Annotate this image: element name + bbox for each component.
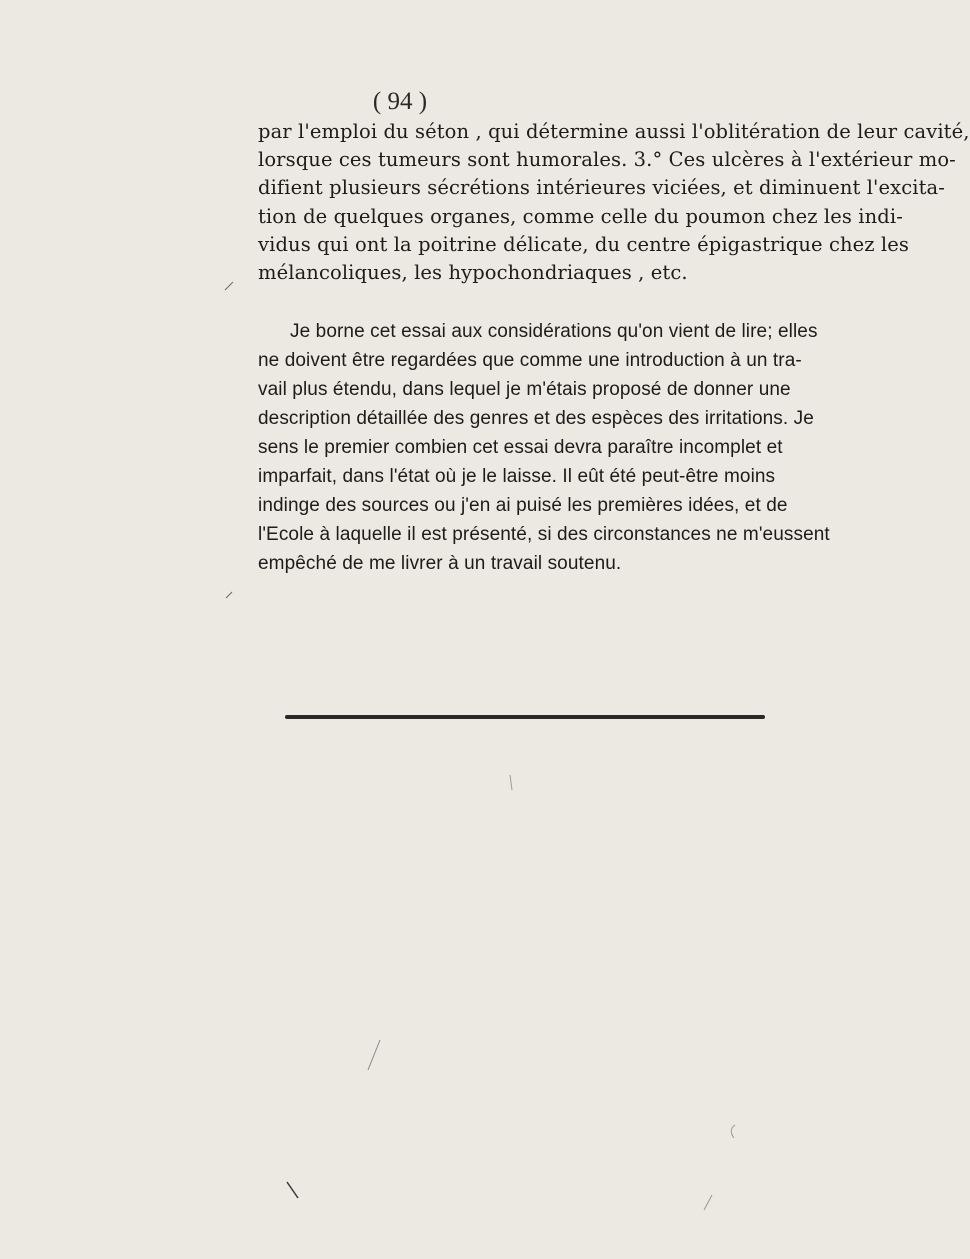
page-number: ( 94 ) (372, 88, 428, 115)
text-line: empêché de me livrer à un travail soutenu. (258, 553, 622, 574)
text-line: vidus qui ont la poitrine délicate, du centre épigastrique chez les (258, 233, 910, 256)
text-line: sens le premier combien cet essai devra paraître incomplet et (258, 437, 783, 458)
text-line: difient plusieurs sécrétions intérieures viciées, et diminuent l'excita- (258, 176, 945, 199)
text-line: lorsque ces tumeurs sont humorales. 3.° Ces ulcères à l'extérieur mo- (258, 148, 956, 171)
text-line: vail plus étendu, dans lequel je m'étais proposé de donner une (258, 379, 791, 400)
text-line: l'Ecole à laquelle il est présenté, si des circonstances ne m'eussent (258, 524, 830, 545)
text-line: tion de quelques organes, comme celle du poumon chez les indi- (258, 205, 903, 228)
text-line: ne doivent être regardées que comme une introduction à un tra- (258, 350, 802, 371)
text-line: mélancoliques, les hypochondriaques , etc. (258, 261, 688, 284)
text-line: par l'emploi du séton , qui détermine aussi l'oblitération de leur cavité, (258, 120, 970, 143)
text-line: Je borne cet essai aux considérations qu'on vient de lire; elles (290, 321, 818, 342)
text-line: description détaillée des genres et des espèces des irritations. Je (258, 408, 814, 429)
text-line: imparfait, dans l'état où je le laisse. Il eût été peut-être moins (258, 466, 776, 487)
text-line: indinge des sources ou j'en ai puisé les premières idées, et de (258, 495, 788, 516)
closing-rule (285, 715, 765, 719)
